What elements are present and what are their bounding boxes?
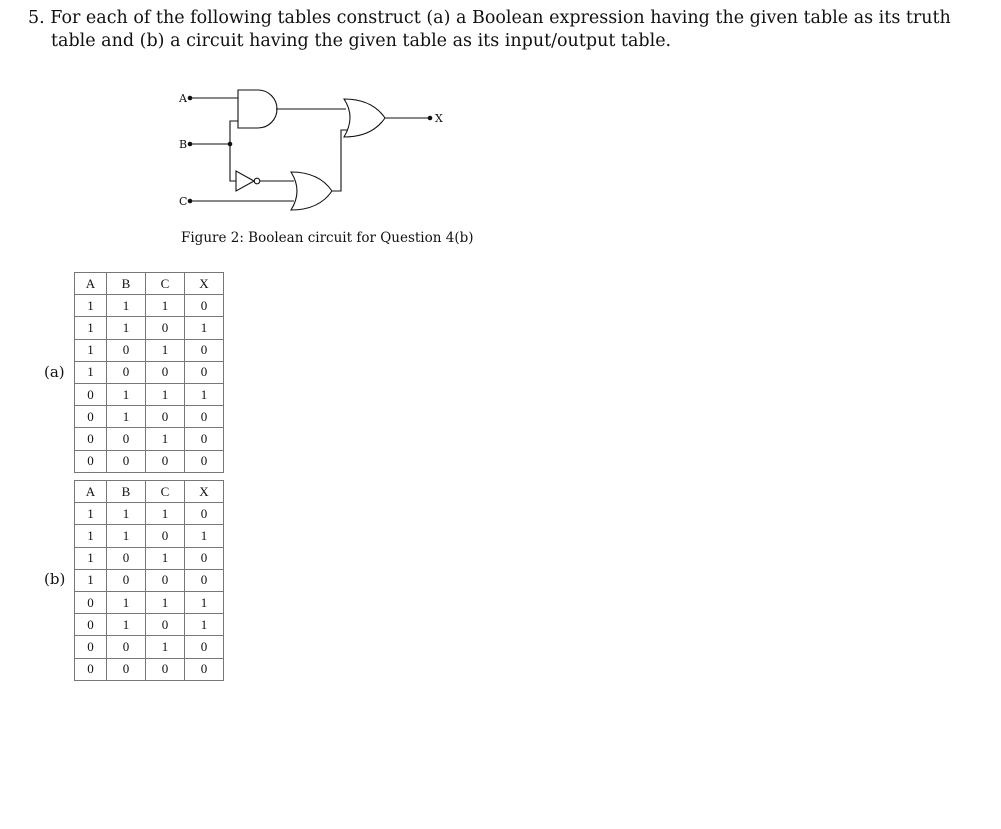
cell: 0	[185, 547, 224, 569]
cell: 0	[185, 428, 224, 450]
cell: 1	[75, 503, 107, 525]
cell: 0	[107, 636, 146, 658]
cell: 0	[107, 339, 146, 361]
cell: 1	[107, 503, 146, 525]
header-cell: X	[185, 273, 224, 295]
cell: 0	[75, 450, 107, 472]
node-x	[428, 116, 433, 121]
part-b-label: (b)	[44, 570, 66, 588]
table-row	[75, 428, 224, 450]
cell: 1	[75, 317, 107, 339]
wire-b-to-not	[230, 144, 236, 181]
cell: 0	[185, 658, 224, 680]
truth-table-b	[74, 480, 224, 681]
cell: 1	[185, 317, 224, 339]
table-row	[75, 636, 224, 658]
cell: 0	[107, 428, 146, 450]
cell: 1	[146, 547, 185, 569]
cell: 1	[146, 383, 185, 405]
cell: 0	[107, 547, 146, 569]
cell: 0	[75, 406, 107, 428]
cell: 1	[75, 569, 107, 591]
cell: 0	[185, 503, 224, 525]
cell: 1	[75, 295, 107, 317]
header-cell: X	[185, 481, 224, 503]
cell: 1	[185, 614, 224, 636]
wire-b-to-and	[230, 121, 238, 144]
table-row	[75, 547, 224, 569]
cell: 0	[146, 406, 185, 428]
cell: 1	[107, 383, 146, 405]
table-row	[75, 450, 224, 472]
node-b	[188, 142, 193, 147]
table-header	[75, 273, 224, 295]
header-cell: B	[107, 481, 146, 503]
table-row	[75, 503, 224, 525]
cell: 0	[185, 636, 224, 658]
table-row	[75, 569, 224, 591]
cell: 0	[75, 658, 107, 680]
cell: 0	[146, 569, 185, 591]
cell: 1	[146, 591, 185, 613]
label-b: B	[179, 138, 188, 151]
table-row	[75, 614, 224, 636]
cell: 0	[75, 614, 107, 636]
cell: 0	[107, 658, 146, 680]
boolean-circuit-diagram	[0, 0, 500, 230]
table-row	[75, 339, 224, 361]
table-row	[75, 295, 224, 317]
question-line-2: table and (b) a circuit having the given table as its input/output table.	[51, 31, 672, 51]
cut-off-text-line	[30, 696, 630, 698]
part-a-label: (a)	[44, 363, 65, 381]
cell: 1	[75, 361, 107, 383]
cell: 1	[75, 547, 107, 569]
table-row	[75, 383, 224, 405]
cell: 0	[107, 569, 146, 591]
table-row	[75, 591, 224, 613]
cell: 1	[107, 295, 146, 317]
header-cell: C	[146, 481, 185, 503]
cell: 0	[75, 383, 107, 405]
cell: 1	[75, 339, 107, 361]
table-row	[75, 658, 224, 680]
cell: 1	[107, 614, 146, 636]
cell: 0	[75, 428, 107, 450]
question-number: 5.	[28, 8, 45, 28]
table-row	[75, 361, 224, 383]
cell: 0	[75, 591, 107, 613]
cell: 0	[185, 295, 224, 317]
cell: 0	[107, 361, 146, 383]
cell: 0	[185, 406, 224, 428]
header-cell: C	[146, 273, 185, 295]
cell: 0	[75, 636, 107, 658]
cell: 1	[107, 591, 146, 613]
cell: 1	[107, 525, 146, 547]
cell: 1	[146, 339, 185, 361]
header-cell: A	[75, 481, 107, 503]
cell: 0	[185, 569, 224, 591]
label-x: X	[435, 112, 443, 125]
question-line-1: For each of the following tables construct (a) a Boolean expression having the given table as its truth	[50, 8, 951, 28]
cell: 1	[107, 317, 146, 339]
cell: 1	[107, 406, 146, 428]
cell: 0	[185, 339, 224, 361]
node-c	[188, 199, 193, 204]
cell: 1	[146, 428, 185, 450]
cell: 1	[185, 591, 224, 613]
table-row	[75, 406, 224, 428]
cell: 0	[146, 614, 185, 636]
cell: 1	[185, 525, 224, 547]
node-a	[188, 96, 193, 101]
header-cell: A	[75, 273, 107, 295]
figure-caption: Figure 2: Boolean circuit for Question 4(b)	[181, 230, 474, 246]
cell: 0	[185, 361, 224, 383]
cell: 0	[185, 450, 224, 472]
not-gate	[236, 171, 254, 191]
truth-table-a	[74, 272, 224, 473]
cell: 0	[146, 361, 185, 383]
cell: 0	[107, 450, 146, 472]
junction-b	[228, 142, 233, 147]
and-gate	[238, 90, 277, 128]
cell: 1	[146, 295, 185, 317]
cell: 1	[75, 525, 107, 547]
cell: 0	[146, 658, 185, 680]
cell: 1	[185, 383, 224, 405]
cell: 0	[146, 317, 185, 339]
or-gate-output	[344, 99, 385, 137]
cell: 0	[146, 525, 185, 547]
cell: 1	[146, 636, 185, 658]
wire-or2-to-or1	[332, 130, 347, 191]
cell: 1	[146, 503, 185, 525]
cell: 0	[146, 450, 185, 472]
label-a: A	[179, 92, 187, 105]
table-row	[75, 525, 224, 547]
table-row	[75, 317, 224, 339]
table-header	[75, 481, 224, 503]
or-gate-lower	[291, 172, 332, 210]
header-cell: B	[107, 273, 146, 295]
label-c: C	[179, 195, 188, 208]
